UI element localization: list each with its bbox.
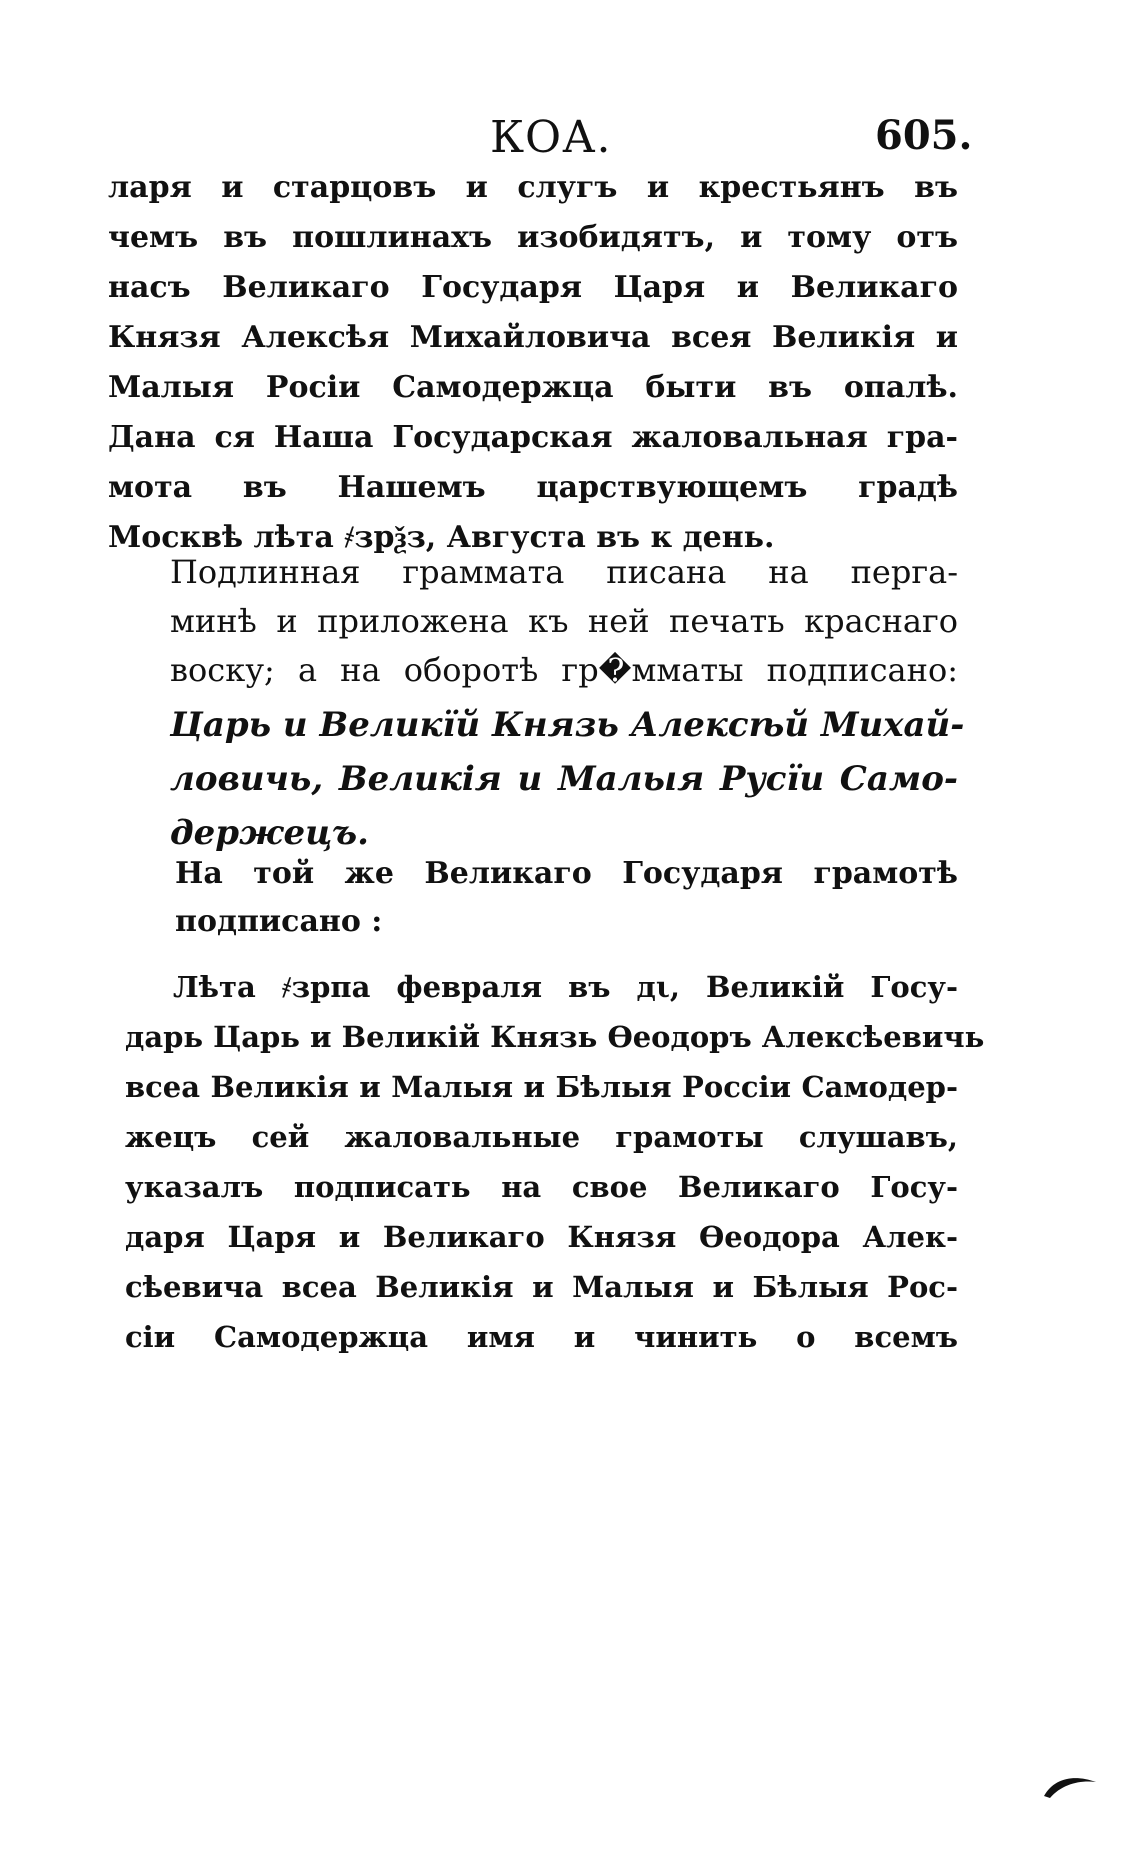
text-line: всеа Великія и Малыя и Бѣлыя Россіи Самодер- [125, 1070, 958, 1104]
text-line: даря Царя и Великаго Князя Ѳеодора Алек- [125, 1220, 958, 1254]
text-line: жецъ сей жаловальные грамоты слушавъ, [125, 1120, 958, 1154]
text-line: Лѣта ҂зрпа февраля въ дι, Великій Госу- [173, 970, 958, 1004]
page-number: 605. [875, 112, 973, 159]
running-head: КОА. [490, 112, 612, 163]
text-line: минѣ и приложена къ ней печать краснаго [170, 602, 958, 640]
text-line: Дана ся Наша Государская жаловальная гра- [108, 420, 958, 455]
text-line: дарь Царь и Великій Князь Ѳеодоръ Алексѣевичь [125, 1020, 985, 1054]
text-line: чемъ въ пошлинахъ изобидятъ, и тому отъ [108, 220, 958, 255]
text-line: Подлинная граммата писана на перга- [170, 553, 958, 591]
text-line: На той же Великаго Государя грамотѣ [175, 856, 958, 891]
signature-tsar-alexei [170, 698, 965, 860]
text-line: подписано : [175, 904, 383, 939]
text-line: указалъ подписать на свое Великаго Госу- [125, 1170, 958, 1204]
text-line: Москвѣ лѣта ҂зрѯз, Августа въ к день. [108, 520, 775, 555]
text-line: сѣевича всеа Великія и Малыя и Бѣлыя Рос- [125, 1270, 958, 1304]
text-line: Князя Алексѣя Михайловича всея Великія и [108, 320, 958, 355]
text-line: ларя и старцовъ и слугъ и крестьянъ въ [108, 170, 958, 205]
text-line: Царь и Великїй Князь Алексѣй Михай- [170, 705, 965, 745]
text-line: Малыя Росіи Самодержца быти въ опалѣ. [108, 370, 958, 405]
text-line: насъ Великаго Государя Царя и Великаго [108, 270, 958, 305]
paragraph-endorsement-intro [175, 850, 958, 946]
paragraph-charter-end [108, 163, 958, 563]
text-line: ловичь, Великія и Малыя Русїи Само- [170, 759, 958, 799]
text-line: мота въ Нашемъ царствующемъ градѣ [108, 470, 958, 505]
text-line: воску; а на оборотѣ гр�мматы подписано: [170, 651, 958, 689]
text-line: сіи Самодержца имя и чинить о всемъ [125, 1320, 958, 1354]
text-line: держецъ. [170, 813, 369, 853]
paragraph-original-note [170, 548, 958, 695]
paragraph-endorsement-text [125, 962, 985, 1362]
scan-mark [1040, 1770, 1100, 1800]
